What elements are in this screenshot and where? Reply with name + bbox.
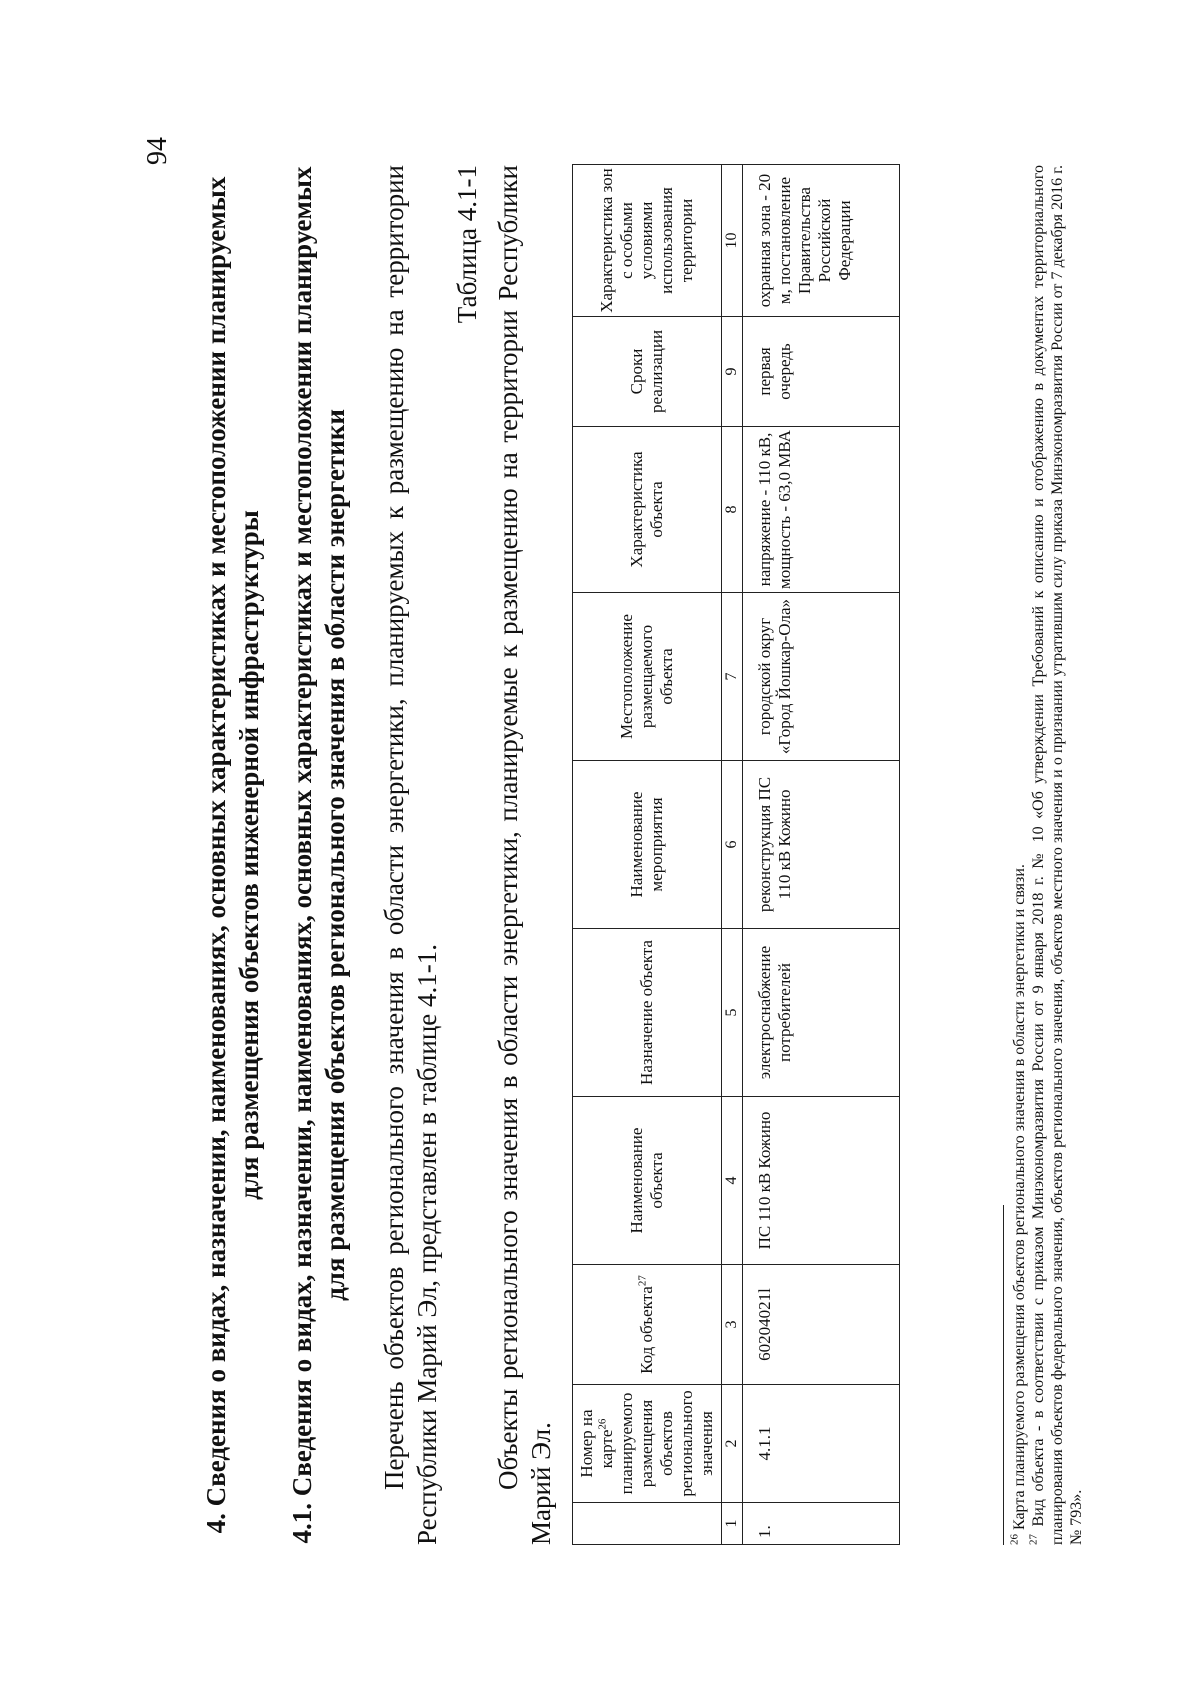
footnote-27 [1029,165,1086,1545]
table-cell: ПС 110 кВ Кожино [743,1097,900,1265]
table-caption: Таблица 4.1-1 [452,165,482,324]
header-cell: Назначение объекта [573,929,722,1097]
header-cell: Характеристика объекта [573,427,722,593]
footnote-number: 27 [1027,1534,1040,1545]
table-cell: напряжение - 110 кВ, мощность - 63,0 МВА [743,427,900,593]
table-cell: городской округ «Город Йошкар-Ола» [743,593,900,761]
section-heading: 4. Сведения о видах, назначении, наименованиях, основных характеристиках и местоположении планируемых для размещения объектов инженерной инфраструктуры [201,176,264,1534]
index-cell: 8 [722,427,743,593]
table-cell: 1. [743,1503,900,1545]
header-cell: Наименование объекта [573,1097,722,1265]
footnotes [1010,165,1086,1545]
footnote-number: 26 [1008,1534,1021,1545]
index-cell: 6 [722,761,743,929]
table-cell: 60204021l [743,1265,900,1385]
table-cell: электроснабжение потребителей [743,929,900,1097]
index-cell: 1 [722,1503,743,1545]
intro-paragraph: Перечень объектов регионального значения в области энергетики, планируемых к размещению на территории Республики Марий Эл, представлен в таблице 4.1-1. [379,165,442,1545]
table-cell: охранная зона - 20 м, постановление Правительства Российской Федерации [743,165,900,317]
header-cell-map-number [573,1385,722,1503]
subsection-heading: 4.1. Сведения о видах, назначении, наименованиях, основных характеристиках и местоположении планируемых для размещения объектов регионального значения в области энергетики [287,166,350,1544]
header-cell: Местоположение размещаемого объекта [573,593,722,761]
index-cell: 3 [722,1265,743,1385]
index-cell: 7 [722,593,743,761]
column-index-row [722,165,743,1545]
footnote-text: Вид объекта - в соответствии с приказом Минэкономразвития России от 9 января 2018 г. № 10 «Об утверждении Требований к описанию и отображению в документах территориального планирования объектов федерального значения, объектов регионального значения, объектов местного значения и о признании утратившим силу приказа Минэкономразвития России от 7 декабря 2016 г. № 793». [1030,164,1085,1545]
footnote-26 [1010,165,1029,1545]
table-title: Объекты регионального значения в области энергетики, планируемые к размещению на территории Республики Марий Эл. [493,165,556,1545]
header-cell: Наименование мероприятия [573,761,722,929]
table-row [743,165,900,1545]
footnote-divider [1003,1205,1004,1545]
header-cell [573,1503,722,1545]
index-cell: 2 [722,1385,743,1503]
table-cell: первая очередь [743,317,900,427]
header-text: планируемого размещения объектов регионального значения [617,1390,716,1497]
header-cell: Характеристика зон с особыми условиями использования территории [573,165,722,317]
header-text: Код объекта [637,1286,656,1374]
index-cell: 5 [722,929,743,1097]
header-text: Номер на карте [577,1409,616,1478]
footnote-mark: 27 [636,1275,649,1287]
table-cell: 4.1.1 [743,1385,900,1503]
footnote-mark: 26 [596,1418,609,1430]
header-cell: Сроки реализации [573,317,722,427]
table-cell: реконструкция ПС 110 кВ Кожино [743,761,900,929]
table-header-row [573,165,722,1545]
index-cell: 10 [722,165,743,317]
page-number: 94 [142,137,173,165]
index-cell: 4 [722,1097,743,1265]
energy-objects-table [572,164,900,1545]
footnote-text: Карта планируемого размещения объектов регионального значения в области энергетики и связи. [1011,864,1028,1530]
index-cell: 9 [722,317,743,427]
header-cell-code [573,1265,722,1385]
